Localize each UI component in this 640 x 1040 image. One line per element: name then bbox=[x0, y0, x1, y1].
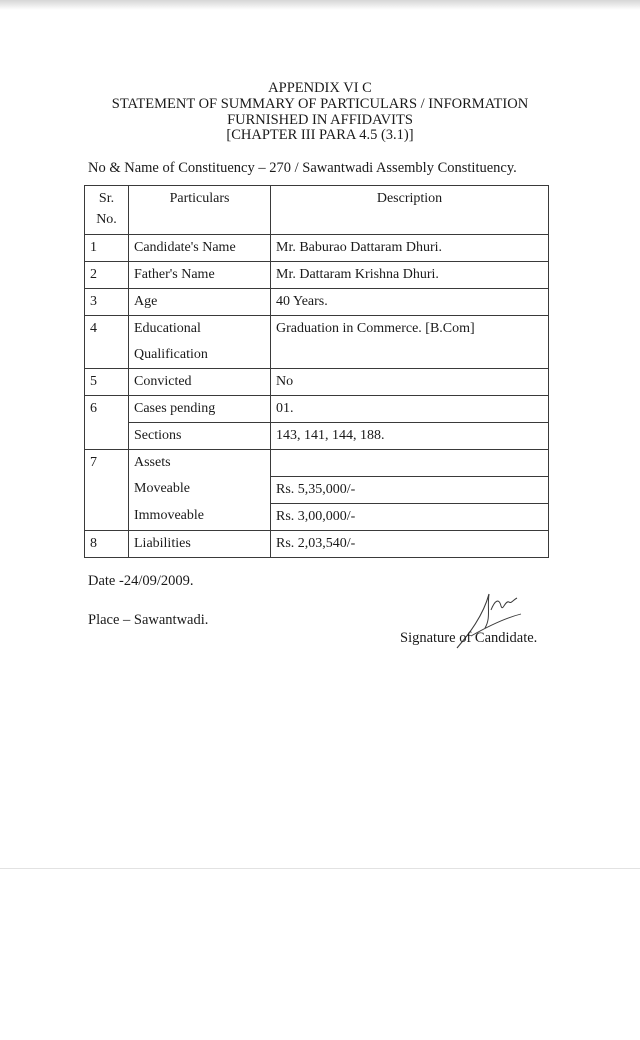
particulars-table bbox=[84, 185, 549, 558]
table-row bbox=[85, 289, 549, 316]
table-row bbox=[85, 316, 549, 369]
row-sr: 4 bbox=[85, 316, 129, 369]
row-particulars: Assets bbox=[129, 450, 271, 477]
row-particulars bbox=[129, 316, 271, 369]
row-particulars: Moveable bbox=[129, 476, 271, 503]
row-particulars: Liabilities bbox=[129, 530, 271, 557]
row-description: Mr. Baburao Dattaram Dhuri. bbox=[271, 235, 549, 262]
row-description: 143, 141, 144, 188. bbox=[271, 423, 549, 450]
header-description: Description bbox=[271, 186, 549, 235]
row-particulars-line-2: Qualification bbox=[134, 347, 208, 362]
table-row bbox=[85, 235, 549, 262]
row-particulars: Candidate's Name bbox=[129, 235, 271, 262]
header-particulars: Particulars bbox=[129, 186, 271, 235]
row-particulars: Sections bbox=[129, 423, 271, 450]
row-particulars: Father's Name bbox=[129, 262, 271, 289]
row-description: Rs. 2,03,540/- bbox=[271, 530, 549, 557]
row-description bbox=[271, 450, 549, 477]
signature-label: Signature of Candidate. bbox=[400, 630, 538, 646]
date-line: Date -24/09/2009. bbox=[88, 573, 194, 589]
row-description: Graduation in Commerce. [B.Com] bbox=[271, 316, 549, 369]
table-row bbox=[85, 503, 549, 530]
scan-edge-line bbox=[0, 868, 640, 869]
appendix-title: APPENDIX VI C bbox=[268, 80, 372, 96]
row-sr: 6 bbox=[85, 396, 129, 423]
row-particulars: Cases pending bbox=[129, 396, 271, 423]
row-description: 01. bbox=[271, 396, 549, 423]
row-description: No bbox=[271, 369, 549, 396]
table-row bbox=[85, 530, 549, 557]
row-sr: 5 bbox=[85, 369, 129, 396]
table-row bbox=[85, 262, 549, 289]
row-sr: 7 bbox=[85, 450, 129, 477]
row-sr: 8 bbox=[85, 530, 129, 557]
header-sr-no bbox=[85, 186, 129, 235]
statement-subtitle: FURNISHED IN AFFIDAVITS bbox=[227, 112, 413, 128]
place-line: Place – Sawantwadi. bbox=[88, 612, 209, 628]
row-sr: 2 bbox=[85, 262, 129, 289]
row-particulars-line-1: Educational bbox=[134, 321, 201, 336]
header-no-label: No. bbox=[96, 212, 117, 227]
table-row bbox=[85, 450, 549, 477]
chapter-reference: [CHAPTER III PARA 4.5 (3.1)] bbox=[226, 127, 414, 143]
table-header-row bbox=[85, 186, 549, 235]
row-description: Mr. Dattaram Krishna Dhuri. bbox=[271, 262, 549, 289]
row-sr bbox=[85, 476, 129, 503]
row-particulars: Convicted bbox=[129, 369, 271, 396]
table-row bbox=[85, 396, 549, 423]
scan-shadow bbox=[0, 0, 640, 10]
table-row bbox=[85, 369, 549, 396]
row-particulars: Age bbox=[129, 289, 271, 316]
row-sr: 1 bbox=[85, 235, 129, 262]
statement-title: STATEMENT OF SUMMARY OF PARTICULARS / INFORMATION bbox=[111, 96, 529, 112]
constituency-line: No & Name of Constituency – 270 / Sawantwadi Assembly Constituency. bbox=[88, 160, 517, 176]
row-description: 40 Years. bbox=[271, 289, 549, 316]
row-description: Rs. 5,35,000/- bbox=[271, 476, 549, 503]
row-sr: 3 bbox=[85, 289, 129, 316]
row-particulars: Immoveable bbox=[129, 503, 271, 530]
row-description: Rs. 3,00,000/- bbox=[271, 503, 549, 530]
table-row bbox=[85, 423, 549, 450]
row-sr bbox=[85, 423, 129, 450]
row-sr bbox=[85, 503, 129, 530]
table-row bbox=[85, 476, 549, 503]
header-sr-label: Sr. bbox=[98, 191, 115, 206]
